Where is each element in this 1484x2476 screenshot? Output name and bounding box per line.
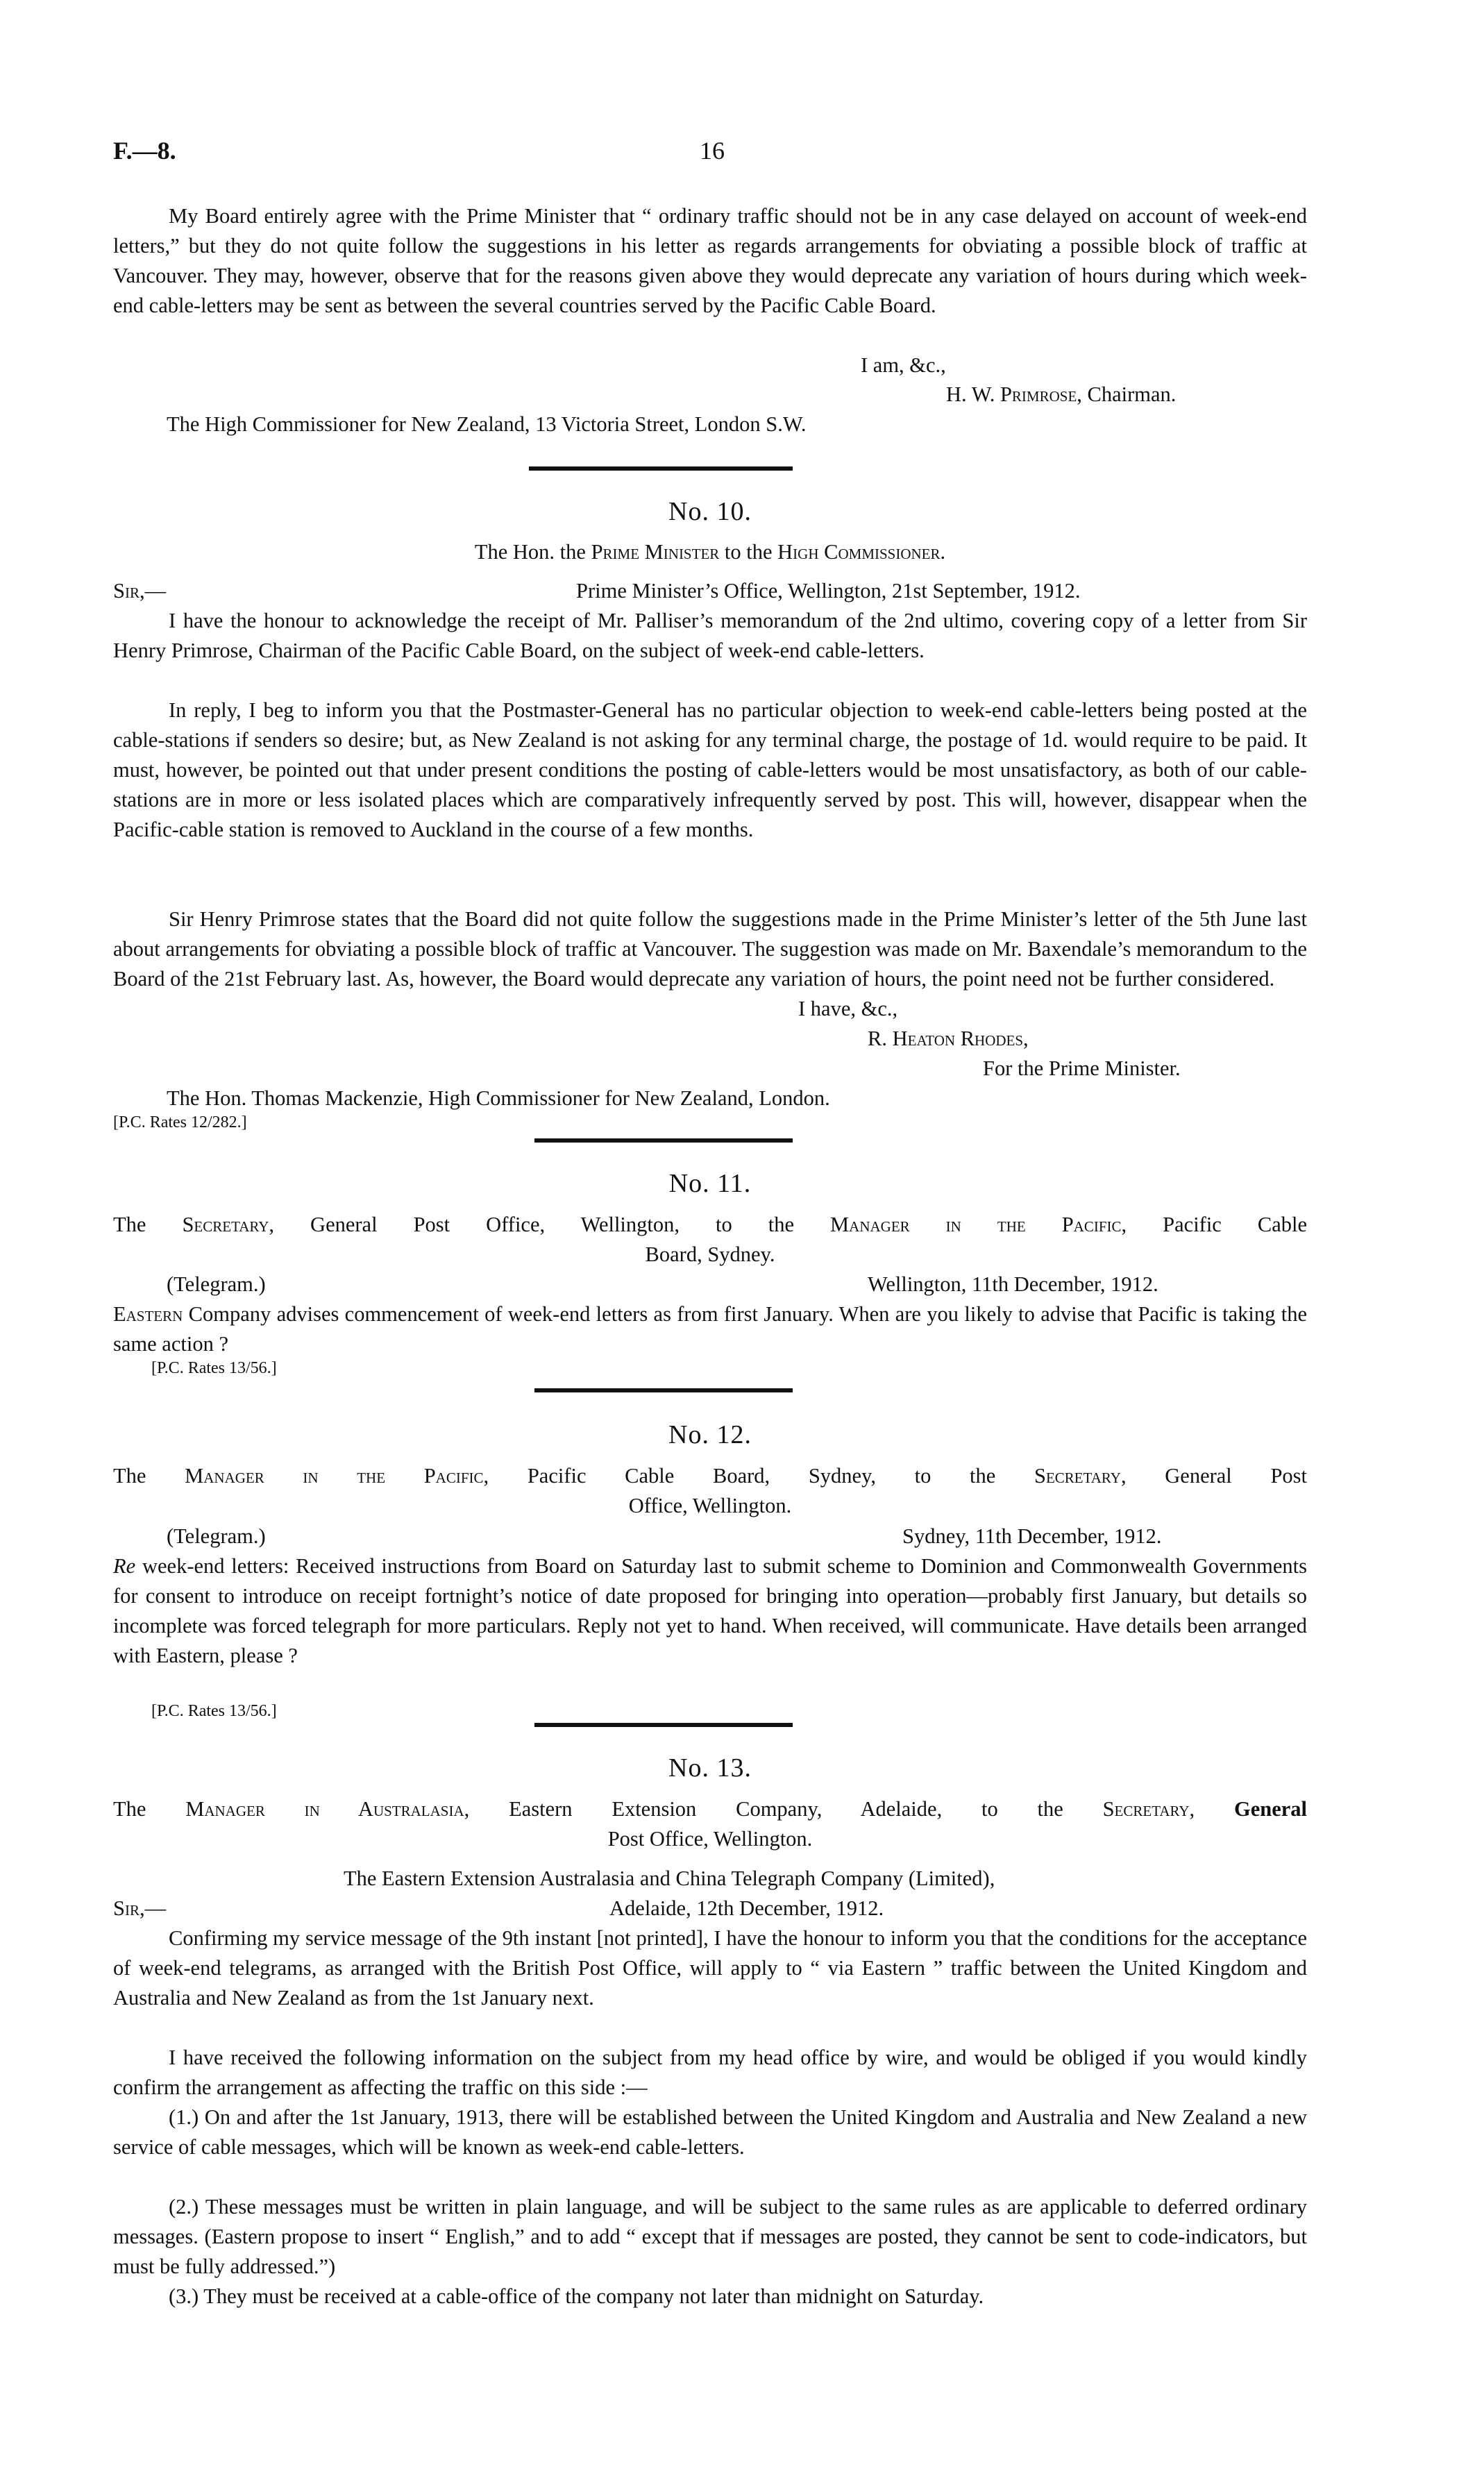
no13-from-line2: Post Office, Wellington. xyxy=(607,1827,813,1851)
no13-from-recipient: Secretary, xyxy=(1102,1797,1195,1821)
no10-signature-title: For the Prime Minister. xyxy=(983,1056,1181,1080)
no10-salutation: Sir,— xyxy=(113,579,167,603)
no11-kind: (Telegram.) xyxy=(167,1272,266,1296)
no10-paragraph-2: In reply, I beg to inform you that the Postmaster-General has no particular objection to week-end cable-letters being posted at the cable-stations if senders so desire; but, as New Zealand is not asking for any terminal charge, the postage of 1d. would require to be paid. It must, however, be pointed out that under present conditions the posting of cable-letters would be most unsatisfactory, as both of our cable-stations are in more or less isolated places which are comparatively infrequently served by post. This will, however, disappear when the Pacific-cable station is removed to Auckland in the course of a few months. xyxy=(113,698,1307,841)
no13-paragraph-1: Confirming my service message of the 9th instant [not printed], I have the honour to inform you that the conditions for the acceptance of week-end telegrams, as arranged with the British Post Office, will apply to “ via Eastern ” traffic between the United Kingdom and Australia and New Zealand as from the 1st January next. xyxy=(113,1926,1307,2010)
no12-kind: (Telegram.) xyxy=(167,1524,266,1548)
intro-signature xyxy=(946,380,1176,410)
no10-dateline: Prime Minister’s Office, Wellington, 21st September, 1912. xyxy=(576,579,1081,603)
no13-paragraph-3: (1.) On and after the 1st January, 1913, there will be established between the United Kingdom and Australia and New Zealand a new service of cable messages, which will be known as week-end cable-letters. xyxy=(113,2105,1307,2159)
no11-from-mid: General Post Office, Wellington, to the xyxy=(274,1213,831,1236)
no13-from-post: General xyxy=(1195,1797,1308,1821)
no12-dateline: Sydney, 11th December, 1912. xyxy=(902,1524,1162,1548)
no10-from-recipient: High Commissioner. xyxy=(777,540,946,564)
no11-reference: [P.C. Rates 13/56.] xyxy=(151,1359,277,1377)
no10-signature-name: R. Heaton Rhodes, xyxy=(868,1027,1029,1050)
no12-from-sender: Manager in the Pacific, xyxy=(185,1464,489,1488)
no10-heading: No. 10. xyxy=(668,497,752,526)
no12-body-text: week-end letters: Received instructions from Board on Saturday last to submit scheme to Dominion and Commonwealth Governments for consent to introduce on receipt fortnight’s notice of date proposed for bringing into operation—probably first January, but details so incomplete was forced telegraph for more particulars. Reply not yet to hand. When received, will communicate. Have details been arranged with Eastern, please ? xyxy=(113,1554,1307,1667)
no11-from-line2: Board, Sydney. xyxy=(645,1243,775,1266)
no11-body xyxy=(113,1299,1307,1359)
no13-paragraph-4: (2.) These messages must be written in plain language, and will be subject to the same rules as are applicable to deferred ordinary messages. (Eastern propose to insert “ English,” and to add “ except that if messages are posted, they cannot be sent to code-indicators, but must be fully addressed.”) xyxy=(113,2195,1307,2278)
page-series-label: F.—8. xyxy=(113,137,176,165)
no12-body-lead: Re xyxy=(113,1554,136,1578)
no12-from-recipient: Secretary, xyxy=(1034,1464,1127,1488)
no10-closing: I have, &c., xyxy=(798,997,898,1020)
no12-reference: [P.C. Rates 13/56.] xyxy=(151,1702,277,1720)
no12-from-post: General Post xyxy=(1126,1464,1307,1488)
no13-paragraph-5: (3.) They must be received at a cable-office of the company not later than midnight on Saturday. xyxy=(169,2284,984,2308)
intro-signature-name: H. W. Primrose, xyxy=(946,382,1082,406)
no13-dateline: Adelaide, 12th December, 1912. xyxy=(609,1896,884,1920)
intro-addressee: The High Commissioner for New Zealand, 13 Victoria Street, London S.W. xyxy=(167,412,807,436)
intro-paragraph: My Board entirely agree with the Prime Minister that “ ordinary traffic should not be in any case delayed on account of week-end letters,” but they do not quite follow the suggestions in his letter as regards arrangements for obviating a possible block of traffic at Vancouver. They may, however, observe that for the reasons given above they would deprecate any variation of hours during which week-end cable-letters may be sent as between the several countries served by the Pacific Cable Board. xyxy=(113,204,1307,317)
no11-dateline: Wellington, 11th December, 1912. xyxy=(868,1272,1158,1296)
no10-reference: [P.C. Rates 12/282.] xyxy=(113,1113,247,1131)
no12-heading: No. 12. xyxy=(668,1420,752,1449)
no12-from xyxy=(113,1461,1307,1491)
no13-paragraph-2: I have received the following information on the subject from my head office by wire, and would be obliged if you would kindly confirm the arrangement as affecting the traffic on this side :— xyxy=(113,2046,1307,2099)
no13-salutation: Sir,— xyxy=(113,1896,167,1920)
no10-paragraph-1: I have the honour to acknowledge the receipt of Mr. Palliser’s memorandum of the 2nd ultimo, covering copy of a letter from Sir Henry Primrose, Chairman of the Pacific Cable Board, on the subject of week-end cable-letters. xyxy=(113,609,1307,662)
no11-from-post: Pacific Cable xyxy=(1127,1213,1308,1236)
no13-from-sender: Manager in Australasia, xyxy=(185,1797,470,1821)
no10-paragraph-3: Sir Henry Primrose states that the Board did not quite follow the suggestions made in the Prime Minister’s letter of the 5th June last about arrangements for obviating a possible block of traffic at Vancouver. The suggestion was made on Mr. Baxendale’s memorandum to the Board of the 21st February last. As, however, the Board would deprecate any variation of hours, the point need not be further considered. xyxy=(113,907,1307,991)
no11-body-lead: Eastern xyxy=(113,1302,183,1326)
section-divider xyxy=(534,1388,793,1392)
page-number: 16 xyxy=(700,137,725,165)
no13-from-mid: Eastern Extension Company, Adelaide, to the xyxy=(469,1797,1103,1821)
no11-from-pre: The xyxy=(113,1213,183,1236)
no12-from-mid: Pacific Cable Board, Sydney, to the xyxy=(489,1464,1034,1488)
no13-from-pre: The xyxy=(113,1797,186,1821)
no13-office: The Eastern Extension Australasia and China Telegraph Company (Limited), xyxy=(344,1867,995,1890)
no11-from-sender: Secretary, xyxy=(182,1213,275,1236)
no12-from-pre: The xyxy=(113,1464,185,1488)
section-divider xyxy=(534,1723,793,1727)
no10-from-sender: Prime Minister xyxy=(591,540,720,564)
no10-from-pre: The Hon. the xyxy=(474,540,591,564)
section-divider xyxy=(529,466,793,471)
no12-from-line2: Office, Wellington. xyxy=(628,1494,792,1517)
no10-addressee: The Hon. Thomas Mackenzie, High Commissioner for New Zealand, London. xyxy=(167,1086,830,1110)
section-divider xyxy=(534,1138,793,1143)
no12-body xyxy=(113,1551,1307,1671)
no11-body-text: Company advises commencement of week-end letters as from first January. When are you likely to advise that Pacific is taking the same action ? xyxy=(113,1302,1307,1356)
no11-heading: No. 11. xyxy=(668,1169,752,1198)
intro-signature-title: Chairman. xyxy=(1081,382,1177,406)
no11-from-recipient: Manager in the Pacific, xyxy=(830,1213,1127,1236)
no13-heading: No. 13. xyxy=(668,1753,752,1783)
no11-from xyxy=(113,1210,1307,1240)
no13-from xyxy=(113,1794,1307,1824)
no10-from xyxy=(113,537,1307,567)
intro-closing: I am, &c., xyxy=(861,353,946,377)
no10-from-mid: to the xyxy=(719,540,778,564)
